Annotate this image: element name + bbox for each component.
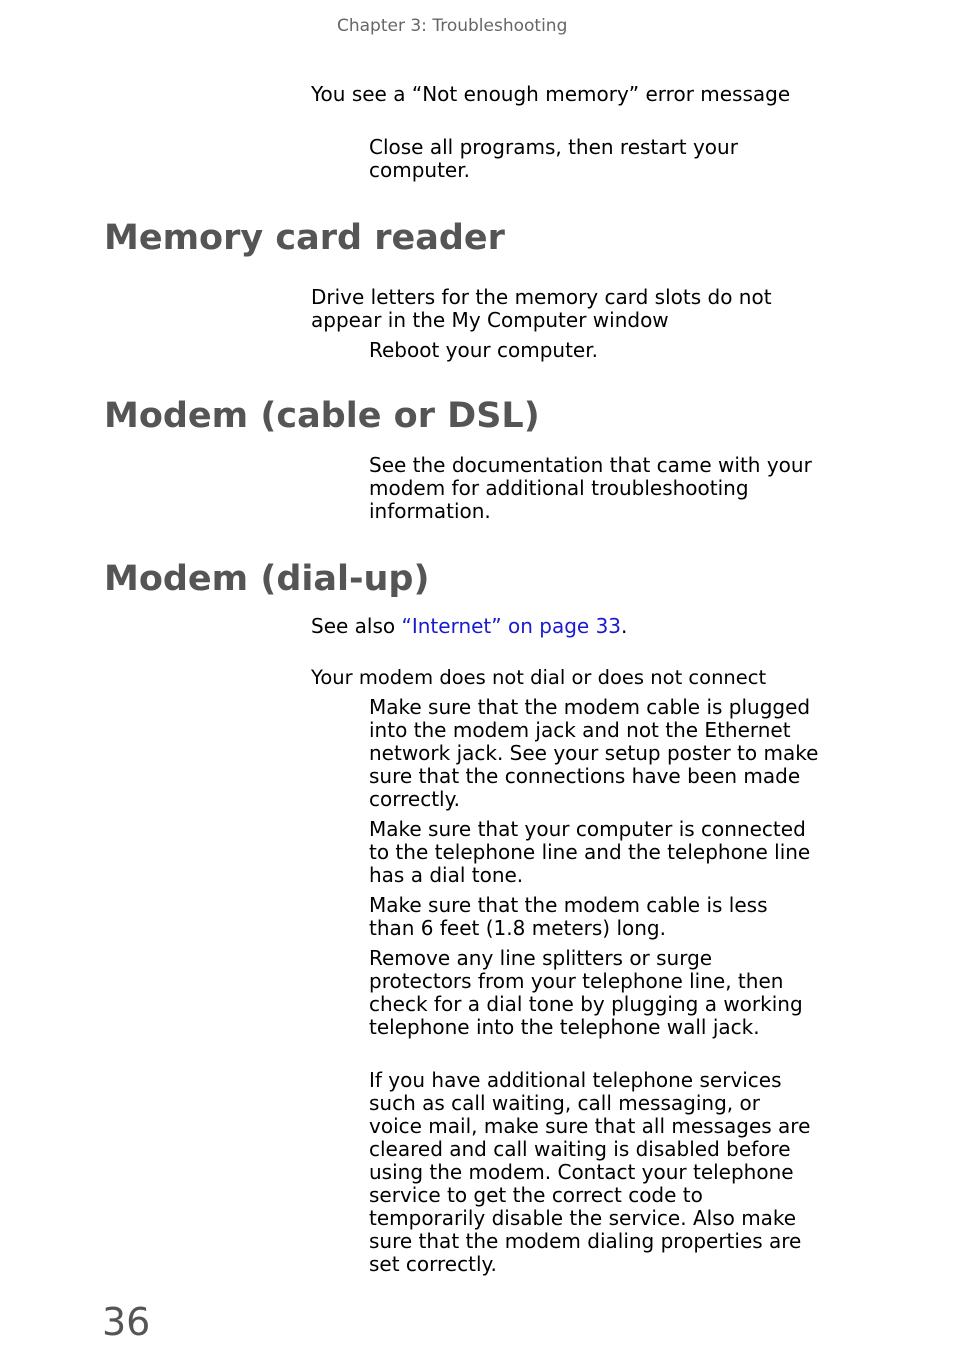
solution-see-documentation: See the documentation that came with your modem for additional troubleshooting information. xyxy=(369,453,812,523)
solution-cable-length: Make sure that the modem cable is less than 6 feet (1.8 meters) long. xyxy=(369,893,768,940)
section-heading-modem-dial-up: Modem (dial-up) xyxy=(104,559,430,599)
see-also-prefix: See also xyxy=(311,614,402,638)
running-header: Chapter 3: Troubleshooting xyxy=(337,16,568,36)
problem-drive-letters: Drive letters for the memory card slots do not appear in the My Computer window xyxy=(311,285,772,332)
section-heading-memory-card-reader: Memory card reader xyxy=(104,218,505,258)
problem-not-enough-memory: You see a “Not enough memory” error message xyxy=(311,82,791,106)
solution-close-programs: Close all programs, then restart your computer. xyxy=(369,135,738,182)
solution-modem-cable-jack: Make sure that the modem cable is plugged into the modem jack and not the Ethernet network jack. See your setup poster to make sure that the connections have been made correctly. xyxy=(369,695,819,811)
problem-modem-no-dial: Your modem does not dial or does not connect xyxy=(311,666,767,689)
page-number: 36 xyxy=(102,1300,151,1344)
solution-telephone-line: Make sure that your computer is connected to the telephone line and the telephone line has a dial tone. xyxy=(369,817,811,887)
solution-line-splitters: Remove any line splitters or surge protectors from your telephone line, then check for a dial tone by plugging a working telephone into the telephone wall jack. xyxy=(369,946,803,1039)
solution-reboot: Reboot your computer. xyxy=(369,338,598,362)
solution-telephone-services: If you have additional telephone services such as call waiting, call messaging, or voice mail, make sure that all messages are cleared and call waiting is disabled before using the modem. Contact your telephone service to get the correct code to temporarily disable the service. Also make sure that the modem dialing properties are set correctly. xyxy=(369,1068,811,1276)
see-also-suffix: . xyxy=(621,614,628,638)
internet-page-link[interactable]: “Internet” on page 33 xyxy=(401,614,622,638)
section-heading-modem-cable-dsl: Modem (cable or DSL) xyxy=(104,396,540,436)
see-also-line xyxy=(311,615,821,638)
